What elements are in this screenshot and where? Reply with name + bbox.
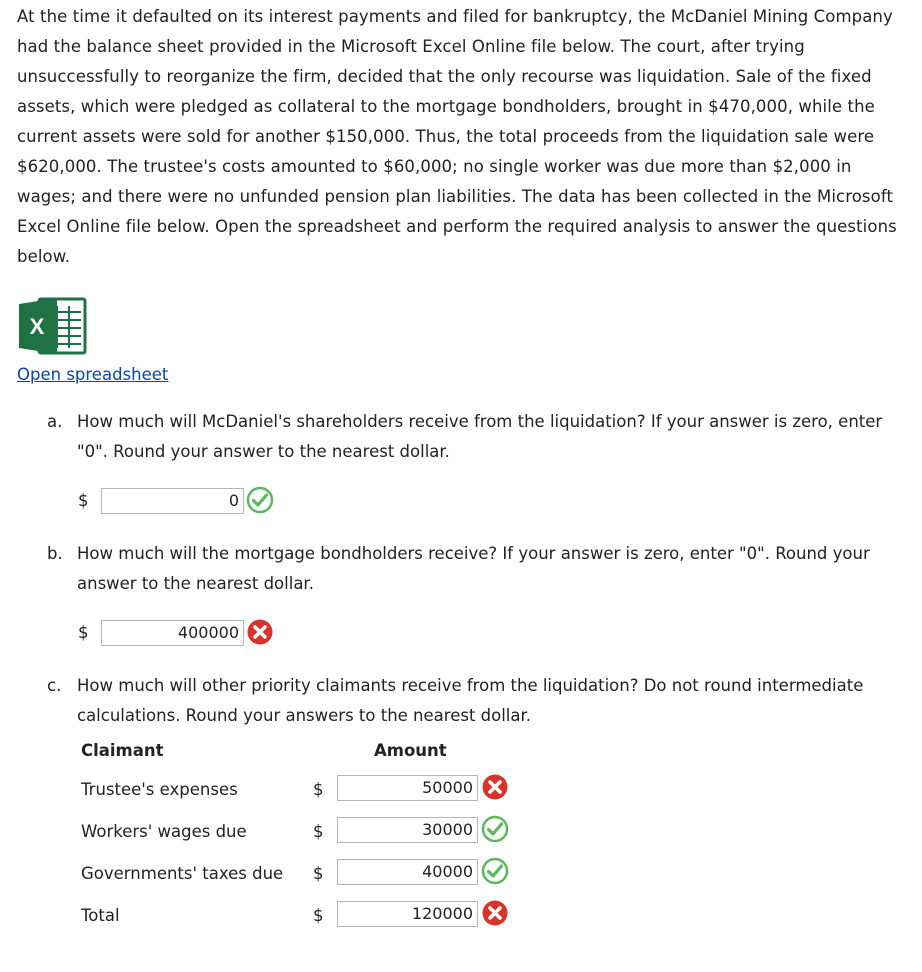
excel-icon-letter: X bbox=[29, 314, 45, 339]
open-spreadsheet-link[interactable]: Open spreadsheet bbox=[17, 365, 169, 384]
claimant-label-total: Total bbox=[81, 906, 120, 925]
bondholders-answer-input[interactable]: 400000 bbox=[101, 620, 244, 646]
workers-wages-input[interactable]: 30000 bbox=[337, 817, 478, 843]
claimant-label-governments: Governments' taxes due bbox=[81, 864, 284, 883]
question-a bbox=[47, 407, 912, 467]
currency-symbol: $ bbox=[313, 822, 324, 841]
government-taxes-input[interactable]: 40000 bbox=[337, 859, 478, 885]
question-a-letter: a. bbox=[47, 412, 63, 431]
check-icon bbox=[481, 857, 509, 885]
question-a-text: How much will McDaniel's shareholders receive from the liquidation? If your answer is zero, enter "0". Round your answer to the nearest dollar. bbox=[77, 412, 883, 461]
question-c-letter: c. bbox=[47, 676, 62, 695]
shareholders-answer-input[interactable]: 0 bbox=[101, 488, 244, 514]
excel-icon[interactable] bbox=[17, 296, 87, 356]
currency-symbol: $ bbox=[313, 906, 324, 925]
question-b-letter: b. bbox=[47, 544, 63, 563]
currency-symbol: $ bbox=[78, 491, 89, 510]
check-icon bbox=[481, 815, 509, 843]
question-b-text: How much will the mortgage bondholders receive? If your answer is zero, enter "0". Round your answer to the nearest dollar. bbox=[77, 544, 870, 593]
question-b bbox=[47, 539, 912, 599]
currency-symbol: $ bbox=[313, 780, 324, 799]
cross-icon bbox=[481, 773, 509, 801]
cross-icon bbox=[481, 899, 509, 927]
currency-symbol: $ bbox=[78, 623, 89, 642]
problem-intro: At the time it defaulted on its interest payments and filed for bankruptcy, the McDaniel Mining Company had the balance sheet provided in the Microsoft Excel Online file below. The court, after trying unsuccessfully to reorganize the firm, decided that the only recourse was liquidation. Sale of the fixed assets, which were pledged as collateral to the mortgage bondholders, brought in $470,000, while the current assets were sold for another $150,000. Thus, the total proceeds from the liquidation sale were $620,000. The trustee's costs amounted to $60,000; no single worker was due more than $2,000 in wages; and there were no unfunded pension plan liabilities. The data has been collected in the Microsoft Excel Online file below. Open the spreadsheet and perform the required analysis to answer the questions below. bbox=[17, 7, 897, 266]
cross-icon bbox=[246, 618, 274, 646]
claimant-label-trustee: Trustee's expenses bbox=[81, 780, 238, 799]
amount-column-header: Amount bbox=[374, 741, 447, 760]
claimant-column-header: Claimant bbox=[81, 741, 164, 760]
total-input[interactable]: 120000 bbox=[337, 901, 478, 927]
currency-symbol: $ bbox=[313, 864, 324, 883]
check-icon bbox=[246, 486, 274, 514]
trustee-expenses-input[interactable]: 50000 bbox=[337, 775, 478, 801]
question-c bbox=[47, 671, 912, 731]
claimant-label-workers: Workers' wages due bbox=[81, 822, 247, 841]
question-c-text: How much will other priority claimants receive from the liquidation? Do not round intermediate calculations. Round your answers to the nearest dollar. bbox=[77, 676, 864, 725]
